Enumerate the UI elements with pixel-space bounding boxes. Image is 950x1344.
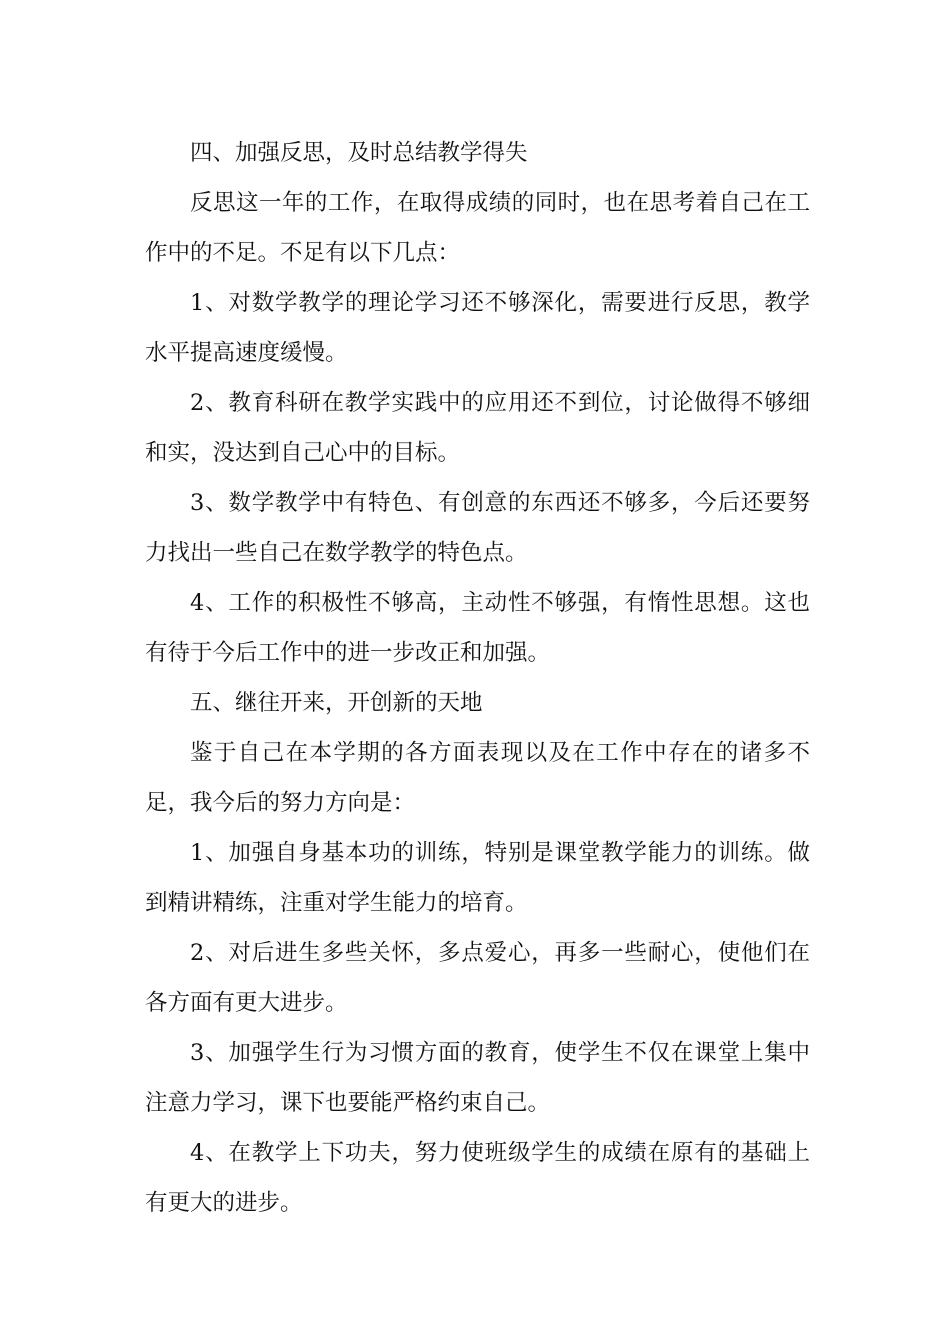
list-item-direction-4: 4、在教学上下功夫，努力使班级学生的成绩在原有的基础上有更大的进步。 <box>145 1140 810 1216</box>
paragraph-reflection-intro: 反思这一年的工作，在取得成绩的同时，也在思考着自己在工作中的不足。不足有以下几点： <box>145 190 810 266</box>
list-item-shortcoming-4: 4、工作的积极性不够高，主动性不够强，有惰性思想。这也有待于今后工作中的进一步改正和加强。 <box>145 590 810 666</box>
paragraph-future-intro: 鉴于自己在本学期的各方面表现以及在工作中存在的诸多不足，我今后的努力方向是： <box>145 740 810 816</box>
list-item-direction-3: 3、加强学生行为习惯方面的教育，使学生不仅在课堂上集中注意力学习，课下也要能严格约束自己。 <box>145 1040 810 1116</box>
section-heading-reflection: 四、加强反思，及时总结教学得失 <box>190 140 528 166</box>
list-item-direction-2: 2、对后进生多些关怀，多点爱心，再多一些耐心，使他们在各方面有更大进步。 <box>145 940 810 1016</box>
document-body <box>145 128 810 1228</box>
list-item-shortcoming-3: 3、数学教学中有特色、有创意的东西还不够多，今后还要努力找出一些自己在数学教学的特色点。 <box>145 490 810 566</box>
list-item-direction-1: 1、加强自身基本功的训练，特别是课堂教学能力的训练。做到精讲精练，注重对学生能力的培育。 <box>145 840 810 916</box>
list-item-shortcoming-2: 2、教育科研在教学实践中的应用还不到位，讨论做得不够细和实，没达到自己心中的目标。 <box>145 390 810 466</box>
section-heading-future: 五、继往开来，开创新的天地 <box>190 690 483 716</box>
list-item-shortcoming-1: 1、对数学教学的理论学习还不够深化，需要进行反思，教学水平提高速度缓慢。 <box>145 290 810 366</box>
